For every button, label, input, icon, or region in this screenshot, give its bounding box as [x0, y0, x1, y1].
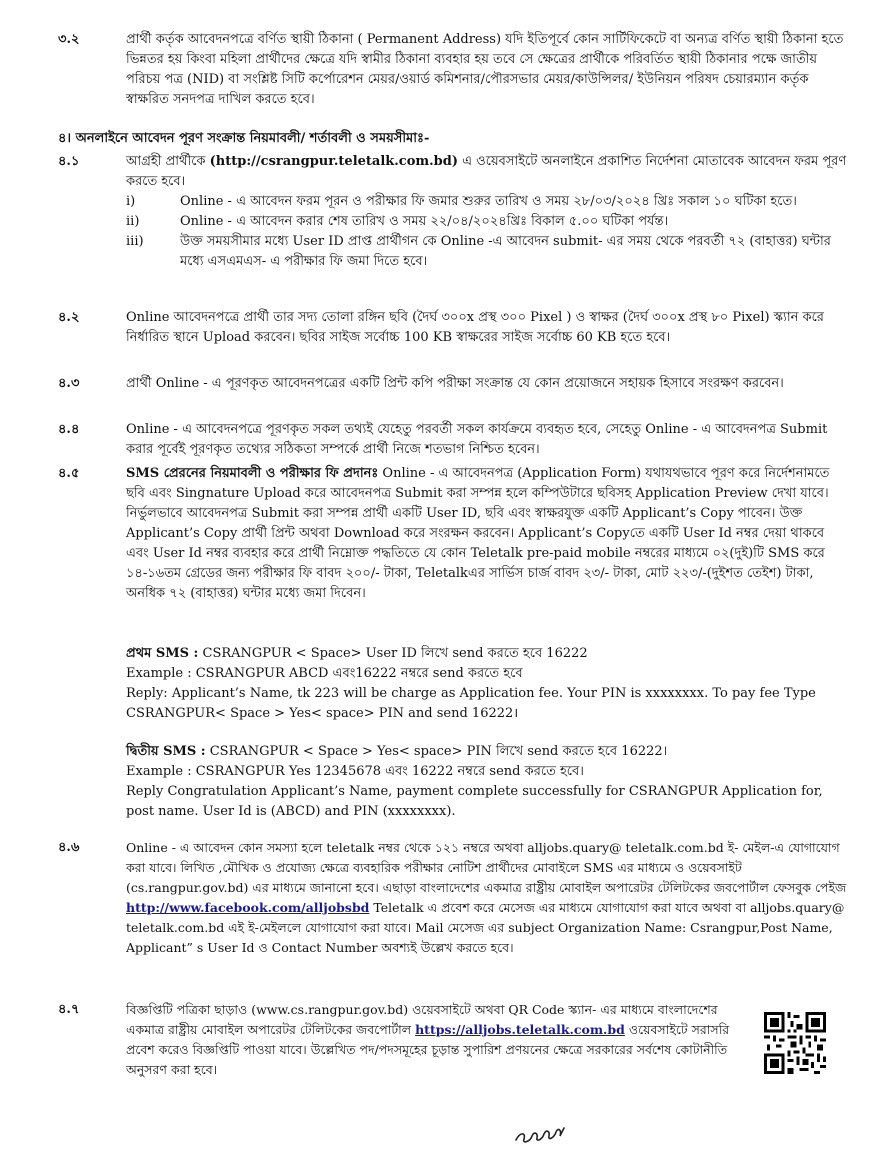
- section-text-b: ওয়েবসাইটে সরাসরি প্রবেশ করেও বিজ্ঞপ্তিটি পাওয়া যাবে। উল্লেখিত পদ/পদসমূহের চূড়ান্ত সুপারিশ প্রণয়নের ক্ষেত্রে সরকারের সর্বশেষ কোটানীতি অনুসরণ করা হবে।: [126, 1022, 730, 1077]
- qr-code-icon[interactable]: [764, 1012, 826, 1074]
- section-text: প্রার্থী Online - এ পূরণকৃত আবেদনপত্রের একটি প্রিন্ট কপি পরীক্ষা সংক্রান্ত যে কোন প্রয়োজনে সহায়ক হিসাবে সংরক্ষণ করবেন।: [126, 376, 784, 391]
- second-sms-block: [126, 742, 848, 822]
- sms-reply: Applicant’s Name, tk 223 will be charge as Application fee. Your PIN is xxxxxxxx. To pay fee Type CSRANGPUR< Space > Yes< space> PIN and send 16222।: [126, 686, 816, 721]
- section-text: Online - এ আবেদনপত্রে পূরণকৃত সকল তথ্যই যেহেতু পরবর্তী সকল কার্যক্রমে ব্যবহৃত হবে, সেহেতু Online - এ আবেদনপত্র Submit করার পূর্বেই পূরণকৃত তথ্যের সঠিকতা সম্পর্কে প্রার্থী নিজে শতভাগ নিশ্চিত হবেন।: [126, 422, 828, 457]
- list-item: [126, 192, 848, 212]
- item-number: i): [126, 194, 136, 209]
- sms-label: প্রথম SMS :: [126, 646, 199, 661]
- section-4-heading: ৪। অনলাইনে আবেদন পূরণ সংক্রান্ত নিয়মাবলী/ শর্তাবলী ও সময়সীমাঃ-: [58, 131, 430, 146]
- section-text: [126, 152, 848, 192]
- facebook-link[interactable]: http://www.facebook.com/alljobsbd: [126, 900, 370, 915]
- section-number: ৪.৬: [58, 840, 80, 855]
- item-number: iii): [126, 234, 144, 249]
- sms-label: দ্বিতীয় SMS :: [126, 744, 206, 759]
- signature: [512, 1122, 572, 1148]
- section-number: ৪.৭: [58, 1002, 80, 1017]
- section-text-a: বিজ্ঞপ্তিটি পত্রিকা ছাড়াও (www.cs.rangpur.gov.bd) ওয়েবসাইটে অথবা QR Code স্ক্যান- এর মাধ্যমে বাংলাদেশের একমাত্র রাষ্ট্রীয় মোবাইল অপারেটর টেলিটকের জবপোর্টাল: [126, 1002, 718, 1037]
- example-label: Example :: [126, 666, 192, 681]
- sms-reply: Reply Congratulation Applicant’s Name, payment complete successfully for CSRANGPUR Application for, post name. User Id is (ABCD) and PIN (xxxxxxxx).: [126, 784, 823, 819]
- item-text: উক্ত সময়সীমার মধ্যে User ID প্রাপ্ত প্রার্থীগন কে Online -এ আবেদন submit- এর সময় থেকে পরবর্তী ৭২ (বাহাত্তর) ঘন্টার মধ্যে এসএমএস- এ পরীক্ষার ফি জমা দিতে হবে।: [180, 234, 831, 269]
- section-number: ৩.২: [58, 32, 80, 47]
- section-number: ৪.৩: [58, 376, 80, 391]
- alljobs-link[interactable]: https://alljobs.teletalk.com.bd: [415, 1022, 625, 1037]
- intro-suffix: এ ওয়েবসাইটে অনলাইনে প্রকাশিত নির্দেশনা মোতাবেক আবেদন ফরম পূরণ করতে হবে।: [126, 154, 847, 189]
- section-number: ৪.৫: [58, 466, 80, 481]
- section-text: প্রার্থী কর্তৃক আবেদনপত্রে বর্ণিত স্থায়ী ঠিকানা ( Permanent Address) যদি ইতিপূর্বে কোন সার্টিফিকেটে বা অন্যত্র বর্ণিত স্থায়ী ঠিকানা হতে ভিন্নতর হয় কিংবা মহিলা প্রার্থীদের ক্ষেত্রে যদি স্বামীর ঠিকানা ব্যবহার হয় তবে সে ক্ষেত্রের প্রার্থীকে পরিবর্তিত স্থায়ী ঠিকানার পক্ষে জাতীয় পরিচয় পত্র (NID) বা সংশ্লিষ্ট সিটি কর্পোরেশন মেয়র/ওয়ার্ড কমিশনার/পৌরসভার মেয়র/কাউন্সিলর/ ইউনিয়ন পরিষদ চেয়ারম্যান কর্তৃক স্বাক্ষরিত সনদপত্র দাখিল করতে হবে।: [126, 32, 844, 107]
- section-text: Online আবেদনপত্রে প্রার্থী তার সদ্য তোলা রঙ্গিন ছবি (দৈর্ঘ ৩০০x প্রস্থ ৩০০ Pixel ) ও স্বাক্ষর (দৈর্ঘ ৩০০x প্রস্থ ৮০ Pixel) স্ক্যান করে নির্ধারিত স্থানে Upload করবেন। ছবির সাইজ সর্বোচ্চ 100 KB স্বাক্ষরের সাইজ সর্বোচ্চ 60 KB হতে হবে।: [126, 310, 824, 345]
- section-number: ৪.৪: [58, 422, 80, 437]
- section-text: Online - এ আবেদনপত্র (Application Form) যথাযথভাবে পূরণ করে নির্দেশনামতে ছবি এবং Singnature Upload করে আবেদনপত্র Submit করা সম্পন্ন হলে কম্পিউটারে ছবিসহ Application Preview দেখা যাবে। নির্ভুলভাবে আবেদনপত্র Submit করা সম্পন্ন প্রার্থী একটি User ID, ছবি এবং স্বাক্ষরযুক্ত একটি Applicant’s Copy পাবেন। উক্ত Applicant’s Copy প্রার্থী প্রিন্ট অথবা Download করে সংরক্ষন করবেন। Applicant’s Copyতে একটি User Id নম্বর দেয়া থাকবে এবং User Id নম্বর ব্যবহার করে প্রার্থী নিম্নোক্ত পদ্ধতিতে যে কোন Teletalk pre-paid mobile নম্বরের মাধ্যমে ০২(দুই)টি SMS করে ১৪-১৬তম গ্রেডের জন্য পরীক্ষার ফি বাবদ ২০০/- টাকা, Teletalkএর সার্ভিস চার্জ বাবদ ২৩/- টাকা, মোট ২২৩/-(দুইশত তেইশ) টাকা, অনধিক ৭২ (বাহাত্তর) ঘন্টার মধ্যে জমা দিবেন।: [126, 466, 830, 601]
- section-title: SMS প্রেরনের নিয়মাবলী ও পরীক্ষার ফি প্রদানঃ: [126, 466, 379, 481]
- item-text: Online - এ আবেদন ফরম পূরন ও পরীক্ষার ফি জমার শুরুর তারিখ ও সময় ২৮/০৩/২০২৪ খ্রিঃ সকাল ১০ ঘটিকা হতে।: [180, 194, 797, 209]
- first-sms-block: [126, 644, 848, 724]
- item-text: Online - এ আবেদন করার শেষ তারিখ ও সময় ২২/০৪/২০২৪খ্রিঃ বিকাল ৫.০০ ঘটিকা পর্যন্ত।: [180, 214, 669, 229]
- sms-format: CSRANGPUR < Space > Yes< space> PIN লিখে send করতে হবে 16222।: [209, 744, 668, 759]
- sms-format: CSRANGPUR < Space> User ID লিখে send করতে হবে 16222: [202, 646, 588, 661]
- section-text-a: Online - এ আবেদন কোন সমস্যা হলে teletalk নম্বর থেকে ১২১ নম্বরে অথবা alljobs.quary@ teletalk.com.bd ই- মেইল-এ যোগাযোগ করা যাবে। লিখিত ,মৌখিক ও প্রযোজ্য ক্ষেত্রে ব্যবহারিক পরীক্ষার নোটিশ প্রার্থীদের মোবাইলে SMS এর মাধ্যমে ও ওয়েবসাইট (cs.rangpur.gov.bd) এর মাধ্যমে জানানো হবে। এছাড়া বাংলাদেশের একমাত্র রাষ্ট্রীয় মোবাইল অপারেটর টেলিটকের জবপোর্টাল ফেসবুক পেইজ: [126, 840, 847, 895]
- portal-url[interactable]: (http://csrangpur.teletalk.com.bd): [209, 154, 459, 169]
- reply-label: Reply:: [126, 686, 168, 701]
- intro-prefix: আগ্রহী প্রার্থীকে: [126, 154, 206, 169]
- item-number: ii): [126, 214, 140, 229]
- section-number: ৪.২: [58, 310, 80, 325]
- section-number: ৪.১: [58, 154, 80, 169]
- example-label: Example :: [126, 764, 192, 779]
- list-item: [126, 232, 848, 272]
- sms-example: CSRANGPUR ABCD এবং16222 নম্বরে send করতে হবে: [195, 666, 523, 681]
- list-item: [126, 212, 848, 232]
- section-text-b: Teletalk এ প্রবেশ করে মেসেজ এর মাধ্যমে যোগাযোগ করা যাবে অথবা বা alljobs.quary@ teletalk.com.bd এই ই-মেইললে যোগাযোগ করা যাবে। Mail মেসেজ এর subject Organization Name: Csrangpur,Post Name, Applicant” s User Id ও Contact Number অবশ্যই উল্লেখ করতে হবে।: [126, 900, 845, 955]
- sms-example: CSRANGPUR Yes 12345678 এবং 16222 নম্বরে send করতে হবে।: [195, 764, 584, 779]
